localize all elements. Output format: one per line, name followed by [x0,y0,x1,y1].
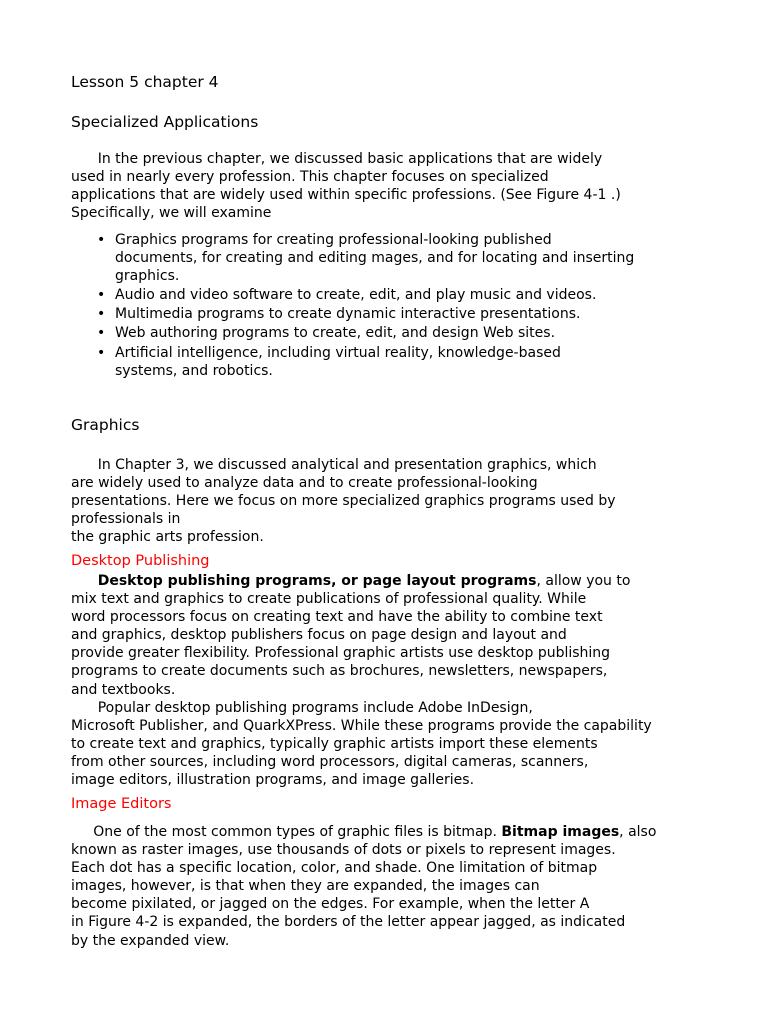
list-item [71,344,711,380]
list-item-line: Audio and video software to create, edit, and play music and videos. [115,287,597,304]
paragraph-line: Specifically, we will examine [71,205,272,222]
graphics-paragraph [71,456,711,546]
paragraph-line: the graphic arts profession. [71,529,264,546]
section-heading-graphics: Graphics [71,416,140,434]
list-item-line: Web authoring programs to create, edit, and design Web sites. [115,325,556,342]
bold-term: Desktop publishing programs, or page layout programs [97,573,537,589]
list-item-line: systems, and robotics. [115,362,273,379]
list-item-line: Artificial intelligence, including virtual reality, knowledge-based [115,344,561,361]
paragraph-line: In Chapter 3, we discussed analytical and presentation graphics, which [71,457,597,473]
list-item-line: documents, for creating and editing mages, and for locating and inserting [115,250,635,267]
paragraph-line: images, however, is that when they are expanded, the images can [71,878,540,895]
paragraph-line: Popular desktop publishing programs include Adobe InDesign, [71,699,533,716]
paragraph-line: word processors focus on creating text and have the ability to combine text [71,609,603,626]
list-item [71,231,711,285]
list-item [71,305,711,323]
list-item [71,286,711,304]
list-item-line: Graphics programs for creating professional-looking published [115,232,552,248]
bullet-list [71,231,711,380]
paragraph-line: are widely used to analyze data and to create professional-looking [71,475,538,492]
paragraph-line: professionals in [71,511,181,528]
paragraph-line: presentations. Here we focus on more specialized graphics programs used by [71,493,616,510]
bullet-marker: • [97,344,106,361]
bullet-marker: • [97,232,106,248]
paragraph-text: One of the most common types of graphic files is bitmap. [71,824,502,840]
paragraph-line: mix text and graphics to create publications of professional quality. While [71,591,587,608]
paragraph-line: to create text and graphics, typically graphic artists import these elements [71,735,598,752]
paragraph-line: from other sources, including word processors, digital cameras, scanners, [71,753,589,770]
paragraph-line: Each dot has a specific location, color, and shade. One limitation of bitmap [71,860,598,877]
paragraph-line: and textbooks. [71,681,176,698]
document-title: Lesson 5 chapter 4 [71,73,219,91]
paragraph-line: in Figure 4-2 is expanded, the borders of the letter appear jagged, as indicated [71,914,626,931]
section-heading-specialized-applications: Specialized Applications [71,113,259,131]
bullet-marker: • [97,287,106,304]
paragraph-line: Microsoft Publisher, and QuarkXPress. While these programs provide the capability [71,717,652,734]
paragraph-line [71,572,711,590]
list-item-line: graphics. [115,268,180,285]
paragraph-line: image editors, illustration programs, and image galleries. [71,772,475,789]
paragraph-line: applications that are widely used within specific professions. (See Figure 4-1 .) [71,187,621,204]
bullet-marker: • [97,325,106,342]
desktop-publishing-paragraph [71,572,711,789]
paragraph-line: In the previous chapter, we discussed basic applications that are widely [71,151,603,167]
paragraph-line: used in nearly every profession. This chapter focuses on specialized [71,169,549,186]
paragraph-line: programs to create documents such as brochures, newsletters, newspapers, [71,663,608,680]
intro-paragraph [71,150,711,222]
bullet-marker: • [97,306,106,323]
paragraph-line: provide greater flexibility. Professional graphic artists use desktop publishing [71,645,611,662]
subheading-image-editors: Image Editors [71,796,172,812]
paragraph-line [71,823,711,841]
paragraph-text: , allow you to [536,573,631,589]
bold-term: Bitmap images [501,824,620,840]
image-editors-paragraph [71,823,711,950]
list-item [71,324,711,342]
paragraph-line: and graphics, desktop publishers focus on page design and layout and [71,627,567,644]
paragraph-line: by the expanded view. [71,932,230,949]
subheading-desktop-publishing: Desktop Publishing [71,553,210,569]
paragraph-text: , also [619,824,657,840]
paragraph-line: become pixilated, or jagged on the edges. For example, when the letter A [71,896,590,913]
list-item-line: Multimedia programs to create dynamic interactive presentations. [115,306,581,323]
paragraph-line: known as raster images, use thousands of dots or pixels to represent images. [71,842,616,859]
